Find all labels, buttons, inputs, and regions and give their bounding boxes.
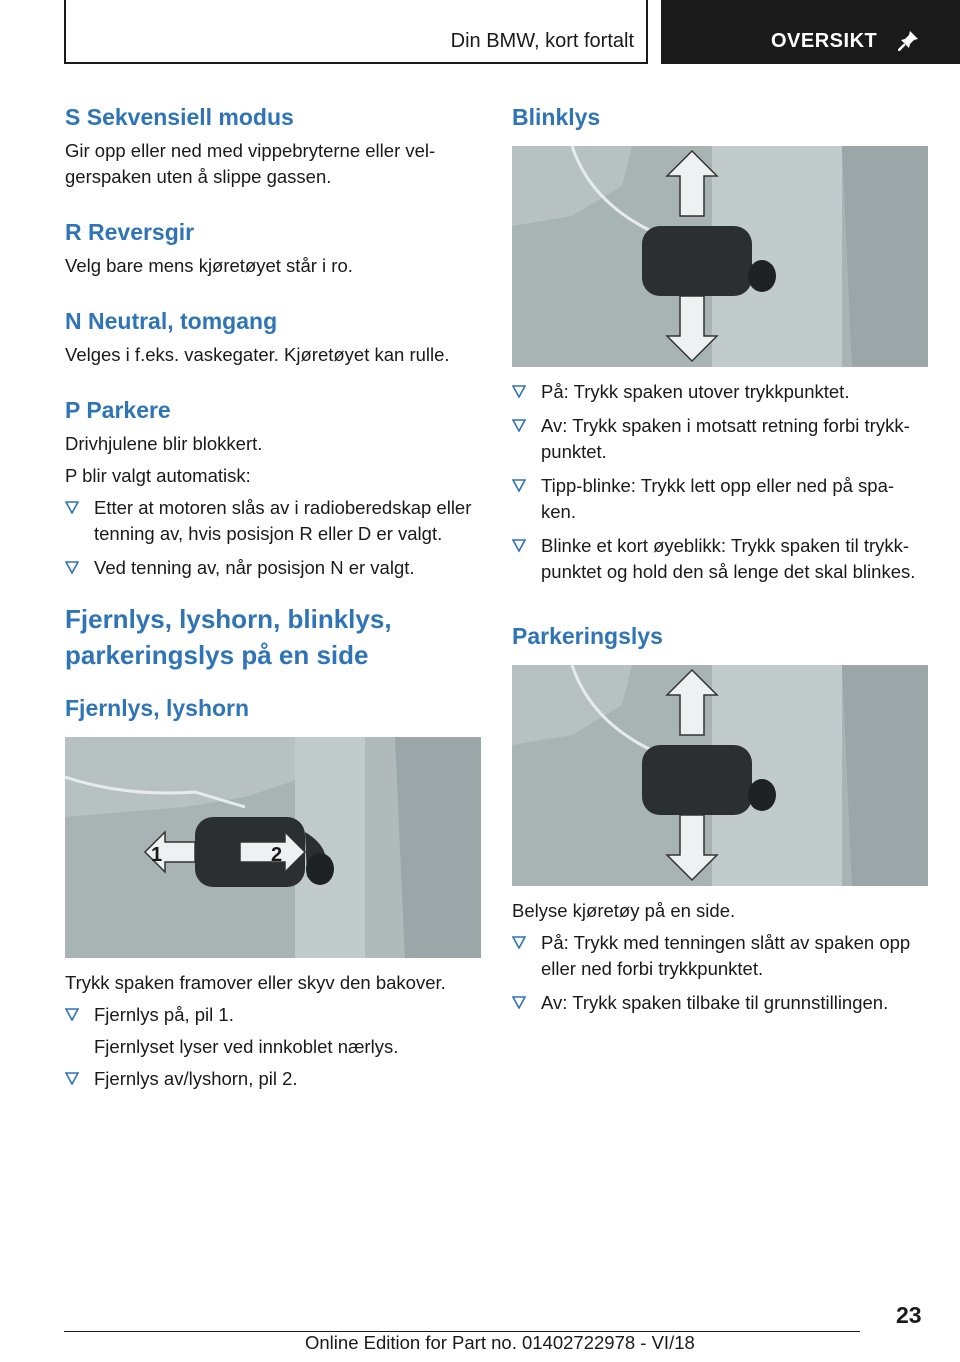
list-item xyxy=(512,379,930,405)
bullet-triangle-icon xyxy=(65,1071,79,1085)
s-text-line2: gerspaken uten å slippe gassen. xyxy=(65,166,332,187)
arrow-label-2: 2 xyxy=(271,844,283,866)
fj-bullet1-sub: Fjernlyset lyser ved innkoblet nærlys. xyxy=(94,1036,399,1057)
section-title-fjernlys: Fjernlys, lyshorn xyxy=(65,695,250,721)
list-item xyxy=(65,495,483,547)
tab-label: OVERSIKT xyxy=(771,30,878,52)
section-title-blinklys: Blinklys xyxy=(512,104,601,130)
bullet-triangle-icon xyxy=(65,1007,79,1021)
list-item xyxy=(512,990,930,1016)
bullet-line2: tenning av, hvis posisjon R eller D er valgt. xyxy=(94,523,443,544)
bullet-line1: På: Trykk spaken utover trykkpunktet. xyxy=(541,381,850,402)
bullet-line1: Etter at motoren slås av i radioberedskap eller xyxy=(94,497,472,518)
breadcrumb: Din BMW, kort fortalt xyxy=(450,30,634,52)
bullet-line2: eller ned forbi trykkpunktet. xyxy=(541,958,764,979)
s-text-line1: Gir opp eller ned med vippebryterne eller vel- xyxy=(65,140,436,161)
list-item xyxy=(512,930,930,982)
section-title-n: N Neutral, tomgang xyxy=(65,308,278,334)
turn-signal-lever-illustration xyxy=(512,146,928,367)
chapter-title-line1: Fjernlys, lyshorn, blinklys, xyxy=(65,604,392,634)
list-item xyxy=(65,1002,483,1028)
list-item xyxy=(512,473,930,525)
bullet-triangle-icon xyxy=(512,538,526,552)
parking-light-lever-illustration xyxy=(512,665,928,886)
bullet-triangle-icon xyxy=(65,560,79,574)
p-text2: P blir valgt automatisk: xyxy=(65,465,251,486)
bullet-line1: Tipp-blinke: Trykk lett opp eller ned på spa- xyxy=(541,475,895,496)
bullet-line2: punktet. xyxy=(541,441,607,462)
bullet-triangle-icon xyxy=(512,478,526,492)
bullet-line1: Ved tenning av, når posisjon N er valgt. xyxy=(94,557,415,578)
bullet-line1: Blinke et kort øyeblikk: Trykk spaken til trykk- xyxy=(541,535,910,556)
bullet-line1: Av: Trykk spaken i motsatt retning forbi trykk- xyxy=(541,415,910,436)
high-beam-lever-illustration xyxy=(65,737,481,958)
arrow-label-1: 1 xyxy=(151,844,163,866)
fj-text: Trykk spaken framover eller skyv den bakover. xyxy=(65,972,446,993)
r-text: Velg bare mens kjøretøyet står i ro. xyxy=(65,255,353,276)
p-text1: Drivhjulene blir blokkert. xyxy=(65,433,263,454)
page-number: 23 xyxy=(896,1302,922,1328)
section-title-r: R Reversgir xyxy=(65,219,195,245)
section-title-p: P Parkere xyxy=(65,397,171,423)
right-column xyxy=(512,100,930,1016)
list-item xyxy=(65,1066,483,1092)
footer-edition: Online Edition for Part no. 01402722978 - VI/18 xyxy=(305,1332,695,1353)
bullet-triangle-icon xyxy=(512,995,526,1009)
section-title-parkeringslys: Parkeringslys xyxy=(512,623,663,649)
bullet-line1: Av: Trykk spaken tilbake til grunnstillingen. xyxy=(541,992,889,1013)
list-item xyxy=(512,413,930,465)
bullet-triangle-icon xyxy=(512,384,526,398)
bullet-line1: Fjernlys på, pil 1. xyxy=(94,1004,234,1025)
bullet-line1: Fjernlys av/lyshorn, pil 2. xyxy=(94,1068,298,1089)
list-item xyxy=(65,555,483,581)
n-text: Velges i f.eks. vaskegater. Kjøretøyet kan rulle. xyxy=(65,344,450,365)
left-column xyxy=(65,100,483,1092)
bullet-line2: punktet og hold den så lenge det skal blinkes. xyxy=(541,561,916,582)
section-title-s: S Sekvensiell modus xyxy=(65,104,294,130)
bullet-triangle-icon xyxy=(512,935,526,949)
list-item xyxy=(512,533,930,585)
pin-icon xyxy=(898,29,920,51)
bullet-triangle-icon xyxy=(65,500,79,514)
bullet-line1: På: Trykk med tenningen slått av spaken opp xyxy=(541,932,911,953)
header-breadcrumb-box xyxy=(64,0,648,64)
bullet-line2: ken. xyxy=(541,501,576,522)
chapter-title-line2: parkeringslys på en side xyxy=(65,640,369,670)
bullet-triangle-icon xyxy=(512,418,526,432)
pk-text: Belyse kjøretøy på en side. xyxy=(512,900,736,921)
tab-oversikt[interactable] xyxy=(661,0,960,64)
